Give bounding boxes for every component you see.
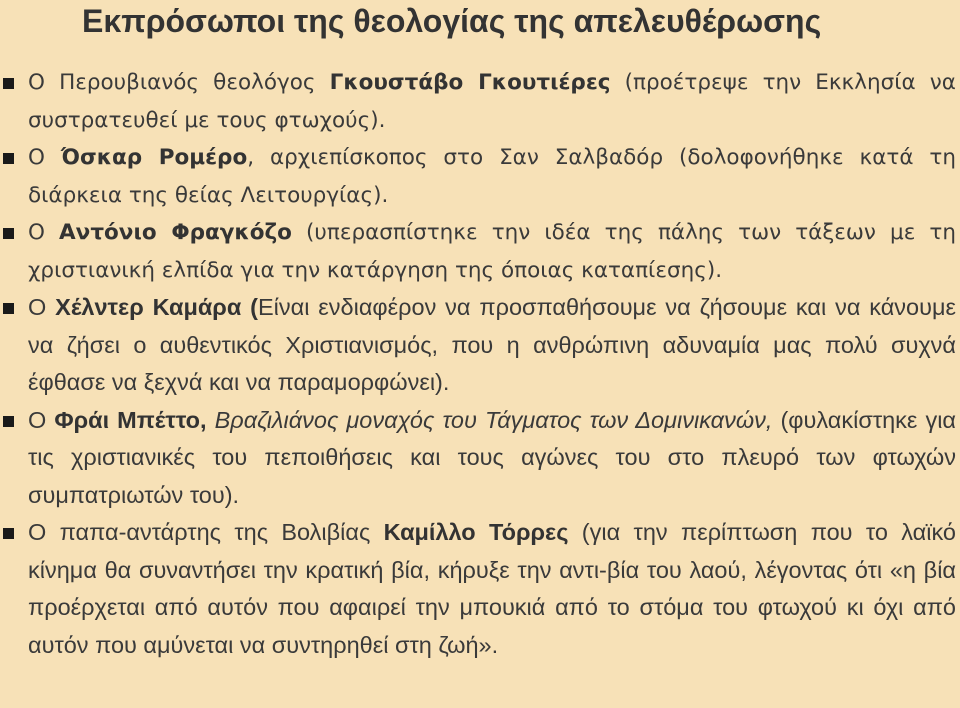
bullet-romero-pre: Ο xyxy=(28,145,61,170)
bullet-betto-post: (φυλακίστηκε για τις χριστιανικές του πεποιθήσεις και τους αγώνες του στο πλευρό των φτωχών συμπατριωτών του). xyxy=(28,406,956,508)
bullet-romero-post: , αρχιεπίσκοπος στο Σαν Σαλβαδόρ (δολοφονήθηκε κατά τη διάρκεια της θείας Λειτουργίας). xyxy=(28,145,956,208)
bullet-fragoso-name: Αντόνιο Φραγκόζο xyxy=(59,220,292,245)
bullet-gutierrez-post: (προέτρεψε την Εκκλησία να συστρατευθεί με τους φτωχούς). xyxy=(28,70,956,133)
bullet-camara xyxy=(0,289,960,402)
bullet-betto-name: Φράι Μπέττο, xyxy=(54,406,207,433)
slide-title: Εκπρόσωποι της θεολογίας της απελευθέρωσης xyxy=(82,3,822,39)
bullet-gutierrez xyxy=(0,64,960,139)
bullet-gutierrez-pre: Ο Περουβιανός θεολόγος xyxy=(28,70,330,95)
bullet-betto xyxy=(0,402,960,515)
bullet-camara-pre: Ο xyxy=(28,294,56,320)
bullet-fragoso-post: (υπερασπίστηκε την ιδέα της πάλης των τάξεων με τη χριστιανική ελπίδα για την κατάργηση της όποιας καταπίεσης). xyxy=(28,220,956,283)
bullet-romero xyxy=(0,139,960,214)
bullet-camara-name: Χέλντερ Καμάρα ( xyxy=(55,294,258,320)
bullet-betto-italic: Βραζιλιάνος μοναχός του Τάγματος των Δομινικανών, xyxy=(206,406,773,433)
bullet-torres-post: (για την περίπτωση που το λαϊκό κίνημα θα συναντήσει την κρατική βία, κήρυξε την αντι-βία του λαού, λέγοντας ότι «η βία προέρχεται από αυτόν που αφαιρεί την μπουκιά από το στόμα του φτωχού κι όχι από αυτόν που αμύνεται να συντηρηθεί στη ζωή». xyxy=(28,519,956,658)
bullet-fragoso xyxy=(0,214,960,289)
bullet-torres-name: Καμίλλο Τόρρες xyxy=(383,519,569,545)
bullet-camara-post: Είναι ενδιαφέρον να προσπαθήσουμε να ζήσουμε και να κάνουμε να ζήσει ο αυθεντικός Χριστιανισμός, που η ανθρώπινη αδυναμία μας πολύ συχνά έφθασε να ξεχνά και να παραμορφώνει). xyxy=(28,294,956,395)
bullet-torres xyxy=(0,514,960,664)
bullet-romero-name: Όσκαρ Ρομέρο xyxy=(60,145,248,170)
bullet-betto-pre: Ο xyxy=(28,406,55,433)
bullet-fragoso-pre: Ο xyxy=(28,220,60,245)
bullet-list xyxy=(0,64,960,664)
bullet-torres-pre: Ο παπα-αντάρτης της Βολιβίας xyxy=(28,519,384,545)
bullet-gutierrez-name: Γκουστάβο Γκουτιέρες xyxy=(329,70,611,95)
